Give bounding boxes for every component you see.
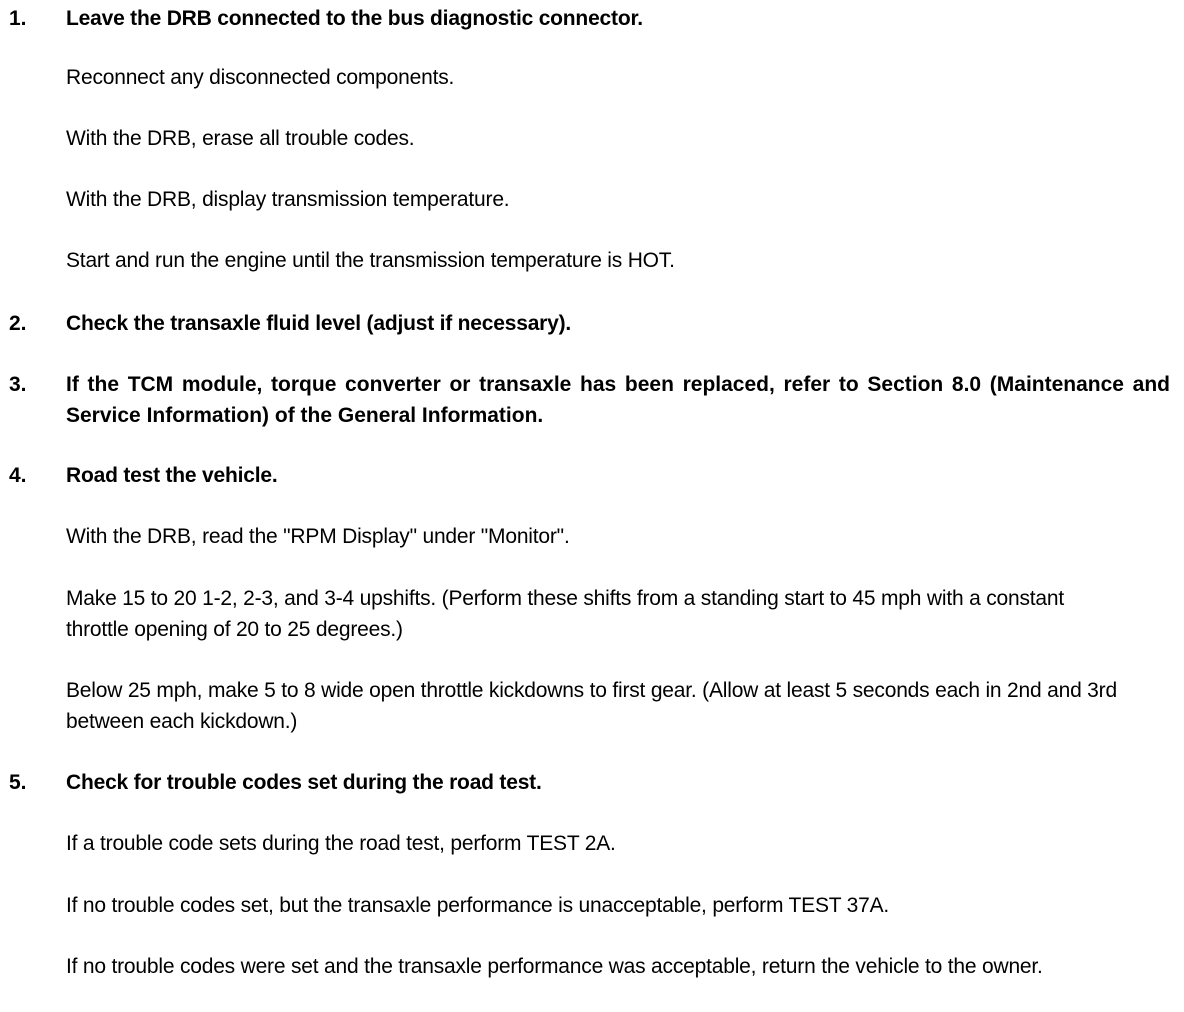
step-5-sub-3: If no trouble codes were set and the transaxle performance was acceptable, return the vehicle to the owner. [66,955,1043,978]
step-2-heading: Check the transaxle fluid level (adjust if necessary). [66,312,572,335]
step-3-number: 3. [9,373,27,396]
step-1-heading: Leave the DRB connected to the bus diagnostic connector. [66,7,643,30]
step-1-sub-2: With the DRB, erase all trouble codes. [66,127,415,150]
step-1-number: 1. [9,7,27,30]
step-1-sub-4: Start and run the engine until the transmission temperature is HOT. [66,249,675,272]
step-4-sub-2: Make 15 to 20 1-2, 2-3, and 3-4 upshifts. (Perform these shifts from a standing start to 45 mph with a constant throttle opening of 20 to 25 degrees.) [66,587,1064,641]
step-4-sub-1: With the DRB, read the "RPM Display" under "Monitor". [66,525,570,548]
step-5-heading: Check for trouble codes set during the road test. [66,771,542,794]
step-5-number: 5. [9,771,27,794]
step-4-number: 4. [9,464,27,487]
step-3-heading: If the TCM module, torque converter or transaxle has been replaced, refer to Section 8.0 (Maintenance and Service Information) of the General Information. [66,373,1170,427]
step-4-heading: Road test the vehicle. [66,464,278,487]
step-2-number: 2. [9,312,27,335]
step-5-sub-2: If no trouble codes set, but the transaxle performance is unacceptable, perform TEST 37A. [66,894,890,917]
step-4-sub-3: Below 25 mph, make 5 to 8 wide open throttle kickdowns to first gear. (Allow at least 5 seconds each in 2nd and 3rd between each kickdown.) [66,679,1117,733]
step-5-sub-1: If a trouble code sets during the road test, perform TEST 2A. [66,832,616,855]
step-1-sub-3: With the DRB, display transmission temperature. [66,188,510,211]
step-1-sub-1: Reconnect any disconnected components. [66,66,455,89]
